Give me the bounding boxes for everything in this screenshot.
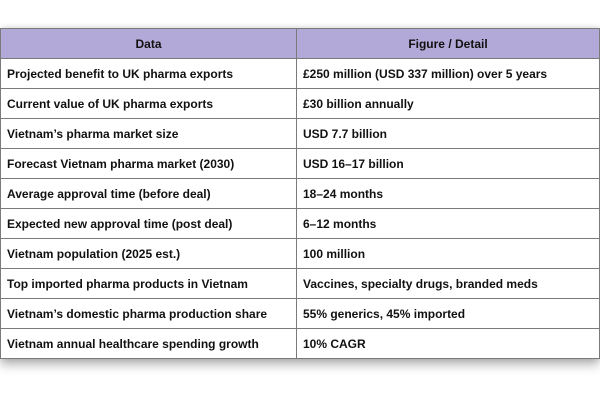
row-value: £250 million (USD 337 million) over 5 years (297, 59, 600, 89)
row-label: Forecast Vietnam pharma market (2030) (1, 149, 297, 179)
table-row (1, 269, 600, 299)
column-header-figure-detail: Figure / Detail (297, 29, 600, 59)
table-header-row (1, 29, 600, 59)
table-row (1, 89, 600, 119)
row-label: Current value of UK pharma exports (1, 89, 297, 119)
row-value: 100 million (297, 239, 600, 269)
table-row (1, 179, 600, 209)
row-label: Vietnam’s pharma market size (1, 119, 297, 149)
row-label: Projected benefit to UK pharma exports (1, 59, 297, 89)
row-value: £30 billion annually (297, 89, 600, 119)
data-table (0, 28, 600, 359)
row-label: Vietnam annual healthcare spending growth (1, 329, 297, 359)
row-label: Vietnam population (2025 est.) (1, 239, 297, 269)
row-value: 18–24 months (297, 179, 600, 209)
row-value: USD 16–17 billion (297, 149, 600, 179)
row-value: USD 7.7 billion (297, 119, 600, 149)
row-value: 6–12 months (297, 209, 600, 239)
table-row (1, 299, 600, 329)
column-header-data: Data (1, 29, 297, 59)
row-value: 55% generics, 45% imported (297, 299, 600, 329)
table-row (1, 59, 600, 89)
table-row (1, 329, 600, 359)
row-value: Vaccines, specialty drugs, branded meds (297, 269, 600, 299)
row-label: Top imported pharma products in Vietnam (1, 269, 297, 299)
table-row (1, 149, 600, 179)
row-value: 10% CAGR (297, 329, 600, 359)
row-label: Expected new approval time (post deal) (1, 209, 297, 239)
data-table-container (0, 28, 599, 359)
table-row (1, 239, 600, 269)
row-label: Average approval time (before deal) (1, 179, 297, 209)
table-row (1, 119, 600, 149)
row-label: Vietnam’s domestic pharma production share (1, 299, 297, 329)
table-row (1, 209, 600, 239)
